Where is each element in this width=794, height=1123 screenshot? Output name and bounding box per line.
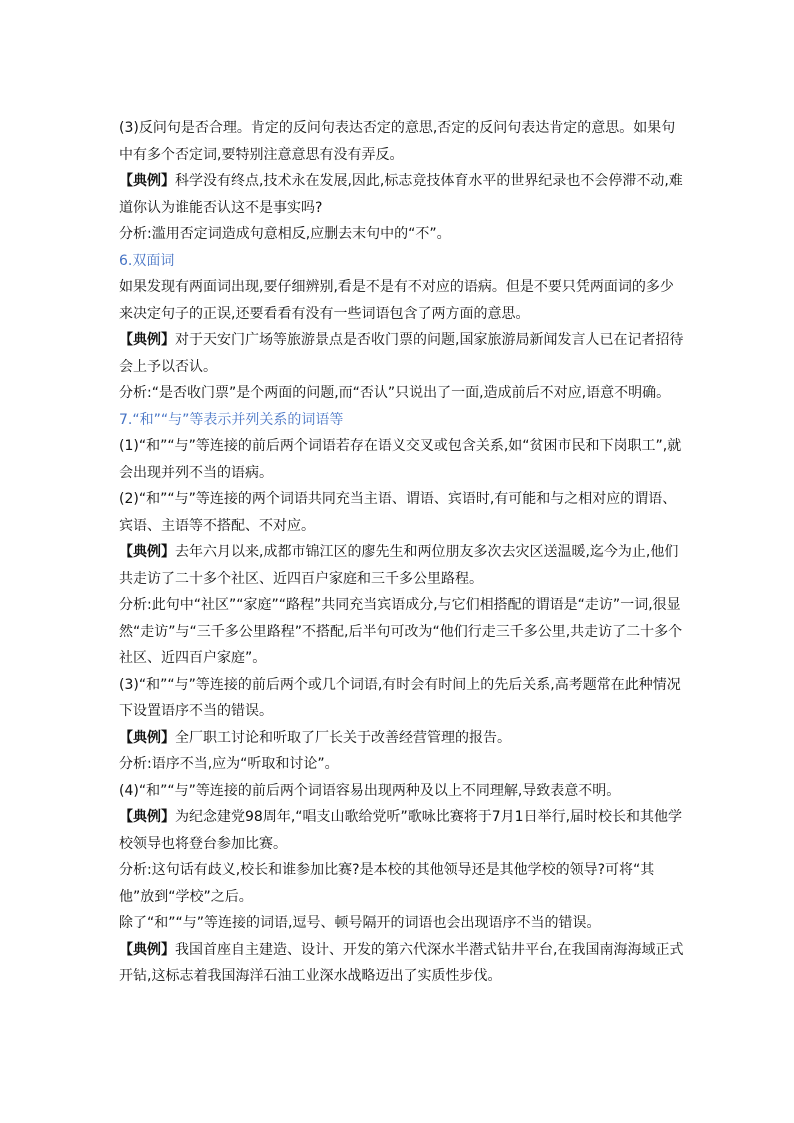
example-tag: 【典例】 (119, 809, 175, 825)
example-paragraph (119, 539, 686, 592)
analysis-paragraph (119, 592, 686, 672)
section-heading-7: 7.“和”“与”等表示并列关系的词语等 (119, 411, 344, 428)
paragraph-text: (1)“和”“与”等连接的前后两个词语若存在语义交叉或包含关系,如“贫困市民和下岗职工”,就会出现并列不当的语病。 (119, 438, 682, 481)
paragraph-text: 分析:此句中“社区”“家庭”“路程”共同充当宾语成分,与它们相搭配的谓语是“走访”一词,很显然“走访”与“三千多公里路程”不搭配,后半句可改为“他们行走三千多公里,共走访了二十多个社区、近四百户家庭”。 (119, 597, 683, 666)
analysis-paragraph (119, 221, 686, 248)
paragraph-text: 去年六月以来,成都市锦江区的廖先生和两位朋友多次去灾区送温暖,迄今为止,他们共走访了二十多个社区、近四百户家庭和三千多公里路程。 (119, 544, 679, 587)
paragraph-text: 我国首座自主建造、设计、开发的第六代深水半潜式钻井平台,在我国南海海域正式开钻,这标志着我国海洋石油工业深水战略迈出了实质性步伐。 (119, 941, 684, 984)
analysis-paragraph (119, 380, 686, 407)
example-paragraph (119, 937, 686, 990)
paragraph-text: 分析:滥用否定词造成句意相反,应删去末句中的“不”。 (119, 226, 451, 242)
paragraph-text: 分析:这句话有歧义,校长和谁参加比赛?是本校的其他领导还是其他学校的领导?可将“其他”放到“学校”之后。 (119, 862, 655, 905)
example-paragraph (119, 725, 686, 752)
paragraph-text: 分析:语序不当,应为“听取和讨论”。 (119, 756, 339, 772)
paragraph-text: 为纪念建党98周年,“唱支山歌给党听”歌咏比赛将于7月1日举行,届时校长和其他学校领导也将登台参加比赛。 (119, 809, 683, 852)
example-tag: 【典例】 (119, 544, 175, 560)
paragraph-text: (3)反问句是否合理。肯定的反问句表达否定的意思,否定的反问句表达肯定的意思。如果句中有多个否定词,要特别注意意思有没有弄反。 (119, 120, 676, 163)
paragraph (119, 672, 686, 725)
example-tag: 【典例】 (119, 729, 175, 746)
paragraph-text: 除了“和”“与”等连接的词语,逗号、顿号隔开的词语也会出现语序不当的错误。 (119, 915, 601, 931)
paragraph (119, 274, 686, 327)
example-tag: 【典例】 (119, 332, 175, 348)
paragraph (119, 910, 686, 937)
paragraph (119, 115, 686, 168)
paragraph-text: (2)“和”“与”等连接的两个词语共同充当主语、谓语、宾语时,有可能和与之相对应的谓语、宾语、主语等不搭配、不对应。 (119, 491, 677, 534)
example-paragraph (119, 168, 686, 221)
paragraph (119, 433, 686, 486)
paragraph-text: 科学没有终点,技术永在发展,因此,标志竞技体育水平的世界纪录也不会停滞不动,难道你认为谁能否认这不是事实吗? (119, 173, 683, 216)
example-tag: 【典例】 (119, 173, 175, 189)
example-paragraph (119, 804, 686, 857)
paragraph-text: (3)“和”“与”等连接的前后两个或几个词语,有时会有时间上的先后关系,高考题常在此种情况下设置语序不当的错误。 (119, 676, 681, 719)
paragraph (119, 778, 686, 805)
paragraph-text: 分析:“是否收门票”是个两面的问题,而“否认”只说出了一面,造成前后不对应,语意不明确。 (119, 385, 671, 401)
paragraph-text: 全厂职工讨论和听取了厂长关于改善经营管理的报告。 (175, 729, 511, 746)
paragraph-text: 如果发现有两面词出现,要仔细辨别,看是不是有不对应的语病。但是不要只凭两面词的多少来决定句子的正误,还要看看有没有一些词语包含了两方面的意思。 (119, 279, 674, 322)
document-body (119, 115, 686, 990)
analysis-paragraph (119, 857, 686, 910)
paragraph-text: (4)“和”“与”等连接的前后两个词语容易出现两种及以上不同理解,导致表意不明。 (119, 782, 621, 799)
paragraph (119, 486, 686, 539)
paragraph-text: 对于天安门广场等旅游景点是否收门票的问题,国家旅游局新闻发言人已在记者招待会上予以否认。 (119, 332, 684, 375)
section-heading-6: 6.双面词 (119, 252, 175, 269)
example-paragraph (119, 327, 686, 380)
example-tag: 【典例】 (119, 941, 175, 958)
analysis-paragraph (119, 751, 686, 778)
